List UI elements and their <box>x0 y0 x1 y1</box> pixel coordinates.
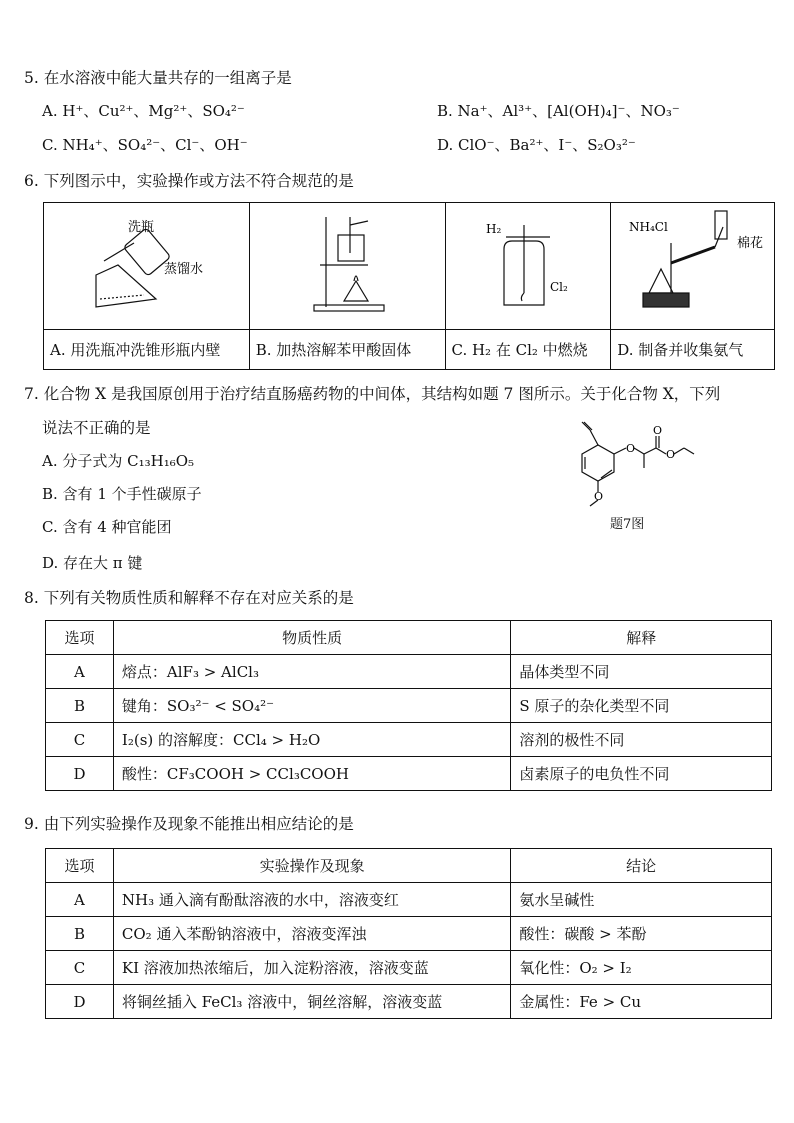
table-row <box>46 951 772 985</box>
q6-panel-c-figure <box>445 203 611 330</box>
q9-row-c-conclusion: 氧化性：O₂ > I₂ <box>511 951 772 985</box>
q6-figure-table <box>43 202 775 370</box>
q9-row-c-operation: KI 溶液加热浓缩后，加入淀粉溶液，溶液变蓝 <box>113 951 510 985</box>
q6-stem: 6. 下列图示中，实验操作或方法不符合规范的是 <box>24 172 354 190</box>
q6-panel-a-figure <box>44 203 250 330</box>
q7-figure-caption: 题7图 <box>610 517 645 532</box>
q8-table <box>45 620 772 791</box>
q7-stem-line2: 说法不正确的是 <box>42 419 151 437</box>
q8-header-property: 物质性质 <box>113 621 510 655</box>
q6-caption-c: C. H₂ 在 Cl₂ 中燃烧 <box>445 330 611 370</box>
q6-a-label-water: 蒸馏水 <box>164 262 204 277</box>
q5-option-d: D. ClO⁻、Ba²⁺、I⁻、S₂O₃²⁻ <box>437 136 636 154</box>
q8-row-d-property: 酸性：CF₃COOH > CCl₃COOH <box>113 757 510 791</box>
q9-row-a-option: A <box>46 883 114 917</box>
q7-option-a: A. 分子式为 C₁₃H₁₆O₅ <box>42 452 195 470</box>
q6-caption-b: B. 加热溶解苯甲酸固体 <box>249 330 445 370</box>
table-row <box>46 655 772 689</box>
q9-header-conclusion: 结论 <box>511 849 772 883</box>
q7-oxygen-ether: O <box>626 442 636 455</box>
q6-a-label-wash-bottle: 洗瓶 <box>128 220 155 235</box>
q8-row-c-explanation: 溶剂的极性不同 <box>511 723 772 757</box>
table-row <box>46 723 772 757</box>
q9-header-option: 选项 <box>46 849 114 883</box>
table-row <box>46 883 772 917</box>
q9-row-b-option: B <box>46 917 114 951</box>
q7-option-b: B. 含有 1 个手性碳原子 <box>42 485 202 503</box>
q7-oxygen-methoxy: O <box>594 490 604 503</box>
q7-option-d: D. 存在大 π 键 <box>42 554 143 572</box>
q8-row-c-property: I₂(s) 的溶解度：CCl₄ > H₂O <box>113 723 510 757</box>
q8-row-c-option: C <box>46 723 114 757</box>
q7-structure-figure <box>560 412 710 512</box>
q8-row-d-option: D <box>46 757 114 791</box>
q8-row-a-option: A <box>46 655 114 689</box>
q6-panel-d-figure <box>611 203 775 330</box>
q9-row-c-option: C <box>46 951 114 985</box>
q6-c-label-cl2: Cl₂ <box>549 280 568 294</box>
q9-row-a-conclusion: 氨水呈碱性 <box>511 883 772 917</box>
q9-table <box>45 848 772 1019</box>
q9-row-d-option: D <box>46 985 114 1019</box>
q6-d-label-nh4cl: NH₄Cl <box>629 220 669 234</box>
q8-header-explanation: 解释 <box>511 621 772 655</box>
q8-row-b-option: B <box>46 689 114 723</box>
q9-row-b-conclusion: 酸性：碳酸 > 苯酚 <box>511 917 772 951</box>
q9-row-b-operation: CO₂ 通入苯酚钠溶液中，溶液变浑浊 <box>113 917 510 951</box>
q9-row-a-operation: NH₃ 通入滴有酚酞溶液的水中，溶液变红 <box>113 883 510 917</box>
q7-option-c: C. 含有 4 种官能团 <box>42 518 172 536</box>
q6-caption-d: D. 制备并收集氨气 <box>611 330 775 370</box>
q6-c-label-h2: H₂ <box>485 222 501 236</box>
q8-row-b-property: 键角：SO₃²⁻ < SO₄²⁻ <box>113 689 510 723</box>
q9-row-d-operation: 将铜丝插入 FeCl₃ 溶液中，铜丝溶解，溶液变蓝 <box>113 985 510 1019</box>
q5-stem: 5. 在水溶液中能大量共存的一组离子是 <box>24 69 292 87</box>
q8-row-b-explanation: S 原子的杂化类型不同 <box>511 689 772 723</box>
q8-row-d-explanation: 卤素原子的电负性不同 <box>511 757 772 791</box>
q9-stem: 9. 由下列实验操作及现象不能推出相应结论的是 <box>24 815 354 833</box>
q8-stem: 8. 下列有关物质性质和解释不存在对应关系的是 <box>24 589 354 607</box>
q6-d-label-cotton: 棉花 <box>737 236 764 251</box>
q6-panel-b-figure <box>249 203 445 330</box>
q7-stem-line1: 7. 化合物 X 是我国原创用于治疗结直肠癌药物的中间体，其结构如题 7 图所示。关于化合物 X，下列 <box>24 385 721 403</box>
table-row <box>46 917 772 951</box>
q9-header-operation: 实验操作及现象 <box>113 849 510 883</box>
q9-row-d-conclusion: 金属性：Fe > Cu <box>511 985 772 1019</box>
q7-oxygen-ester: O <box>666 448 676 461</box>
q8-row-a-property: 熔点：AlF₃ > AlCl₃ <box>113 655 510 689</box>
table-row <box>46 985 772 1019</box>
table-row <box>46 689 772 723</box>
q7-oxygen-carbonyl: O <box>653 424 663 437</box>
q8-header-option: 选项 <box>46 621 114 655</box>
q8-row-a-explanation: 晶体类型不同 <box>511 655 772 689</box>
q6-caption-a: A. 用洗瓶冲洗锥形瓶内壁 <box>44 330 250 370</box>
q5-option-c: C. NH₄⁺、SO₄²⁻、Cl⁻、OH⁻ <box>42 136 248 154</box>
q5-option-a: A. H⁺、Cu²⁺、Mg²⁺、SO₄²⁻ <box>42 102 245 120</box>
table-row <box>46 757 772 791</box>
q5-option-b: B. Na⁺、Al³⁺、[Al(OH)₄]⁻、NO₃⁻ <box>437 102 680 120</box>
